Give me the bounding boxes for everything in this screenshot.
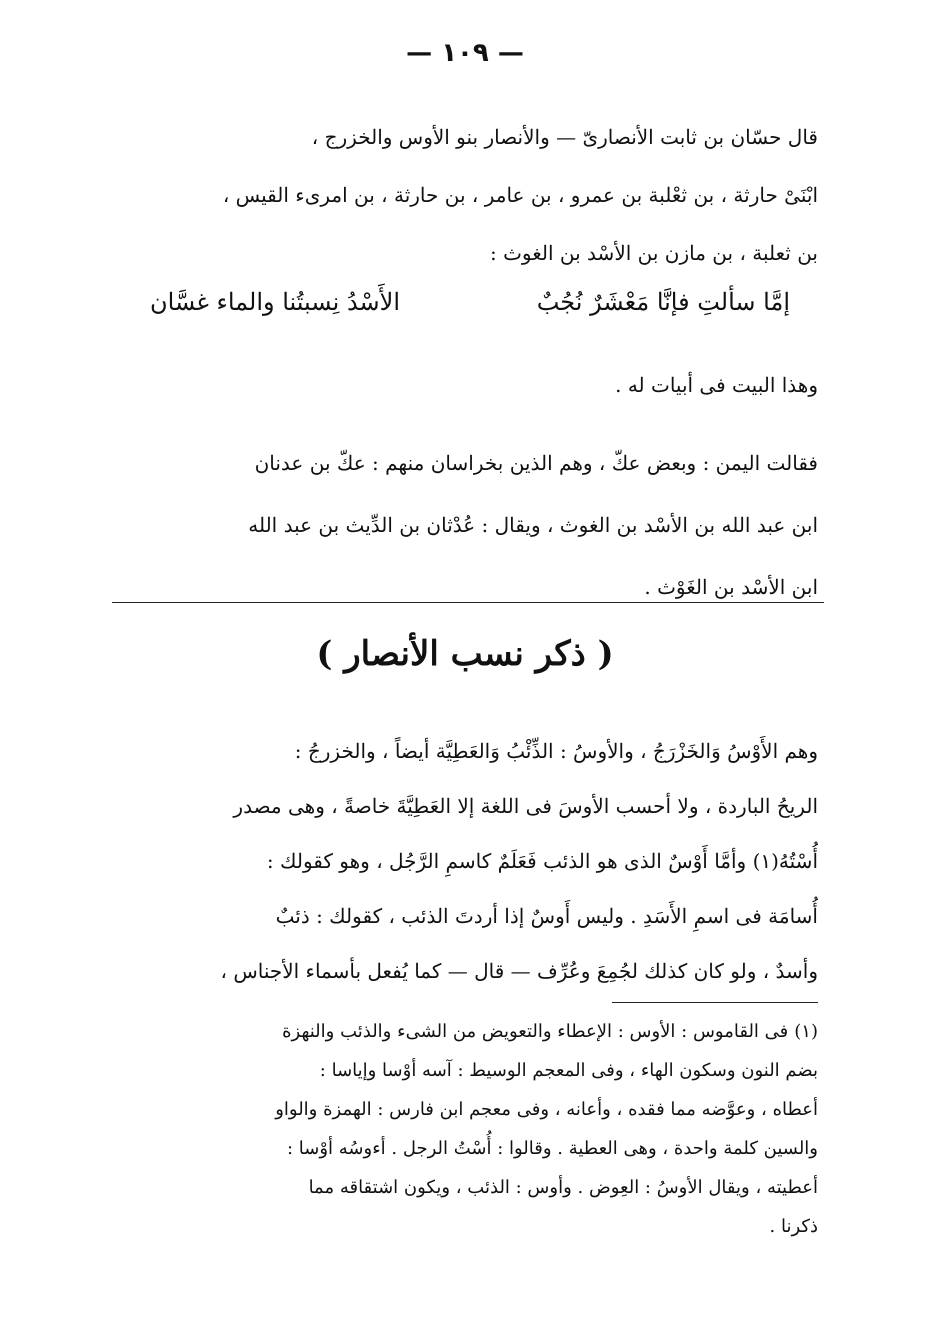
text-line: بن ثعلبة ، بن مازن بن الأسْد بن الغوث : — [490, 241, 818, 265]
section-divider — [112, 602, 824, 603]
footnote-line: بضم النون وسكون الهاء ، وفى المعجم الوسيط : آسه أوْسا وإياسا : — [319, 1060, 818, 1081]
footnote-line: أعطيته ، ويقال الأوسُ : العِوض . وأوس : الذئب ، ويكون اشتقاقه مما — [308, 1177, 818, 1198]
footnote-line: والسين كلمة واحدة ، وهى العطية . وقالوا : أُسْتُ الرجل . أءوسُه أوْسا : — [287, 1138, 818, 1159]
page-number: — ١٠٩ — — [406, 38, 524, 68]
text-line: فقالت اليمن : وبعض عكّ ، وهم الذين بخراسان منهم : عكّ بن عدنان — [254, 451, 818, 475]
text-line: ابن عبد الله بن الأسْد بن الغوث ، ويقال : عُدْثان بن الدِّيث بن عبد الله — [248, 513, 818, 537]
verse-second-hemistich: الأَسْدُ نِسبتُنا والماء غسَّان — [150, 288, 401, 316]
footnote-line-text: فى القاموس : الأوس : الإعطاء والتعويض من الشىء والذئب والنهزة — [282, 1021, 789, 1042]
footnote — [112, 1012, 818, 1246]
footnote-line: أعطاه ، وعوَّضه مما فقده ، وأعانه ، وفى معجم ابن فارس : الهمزة والواو — [275, 1099, 818, 1120]
text-line: وأسدٌ ، ولو كان كذلك لجُمِعَ وعُرِّف — قال — كما يُفعل بأسماء الأجناس ، — [220, 959, 818, 983]
footnote-line: ذكرنا . — [769, 1216, 818, 1237]
intro-paragraph — [112, 108, 818, 282]
text-line: وهم الأَوْسُ وَالخَزْرَجُ ، والأوسُ : الذِّئْبُ وَالعَطِيَّة أيضاً ، والخزرجُ : — [294, 739, 818, 763]
verse-first-hemistich: إمَّا سألتِ فإنَّا مَعْشَرٌ نُجُبٌ — [536, 288, 790, 316]
footnote-line — [112, 1012, 818, 1051]
text-line: ابْنَىْ حارثة ، بن ثعْلبة بن عمرو ، بن عامر ، بن حارثة ، بن امرىء القيس ، — [222, 183, 818, 207]
text-line: ابن الأسْد بن الغَوْث . — [644, 575, 818, 599]
text-line: الريحُ الباردة ، ولا أحسب الأوسَ فى اللغة إلا العَطِيَّةَ خاصةً ، وهى مصدر — [233, 794, 818, 818]
verse-note — [112, 362, 818, 408]
section-paragraph — [112, 724, 818, 999]
footnote-marker: (١) — [794, 1021, 818, 1042]
text-line: أُسْتُهُ(١) وأمَّا أَوْسٌ الذى هو الذئب فَعَلَمٌ كاسمِ الرَّجُل ، وهو كقولك : — [266, 849, 818, 873]
poetry-verse — [150, 288, 790, 332]
text-line: أُسامَة فى اسمِ الأَسَدِ . وليس أَوسٌ إذا أردتَ الذئب ، كقولك : ذئبٌ — [275, 904, 818, 928]
text-line: قال حسّان بن ثابت الأنصارىّ — والأنصار بنو الأوس والخزرج ، — [311, 125, 818, 149]
text-line: وهذا البيت فى أبيات له . — [615, 373, 818, 397]
yemen-paragraph — [112, 432, 818, 618]
footnote-rule — [612, 1002, 818, 1003]
section-heading: ( ذكر نسب الأنصار ) — [316, 634, 614, 674]
